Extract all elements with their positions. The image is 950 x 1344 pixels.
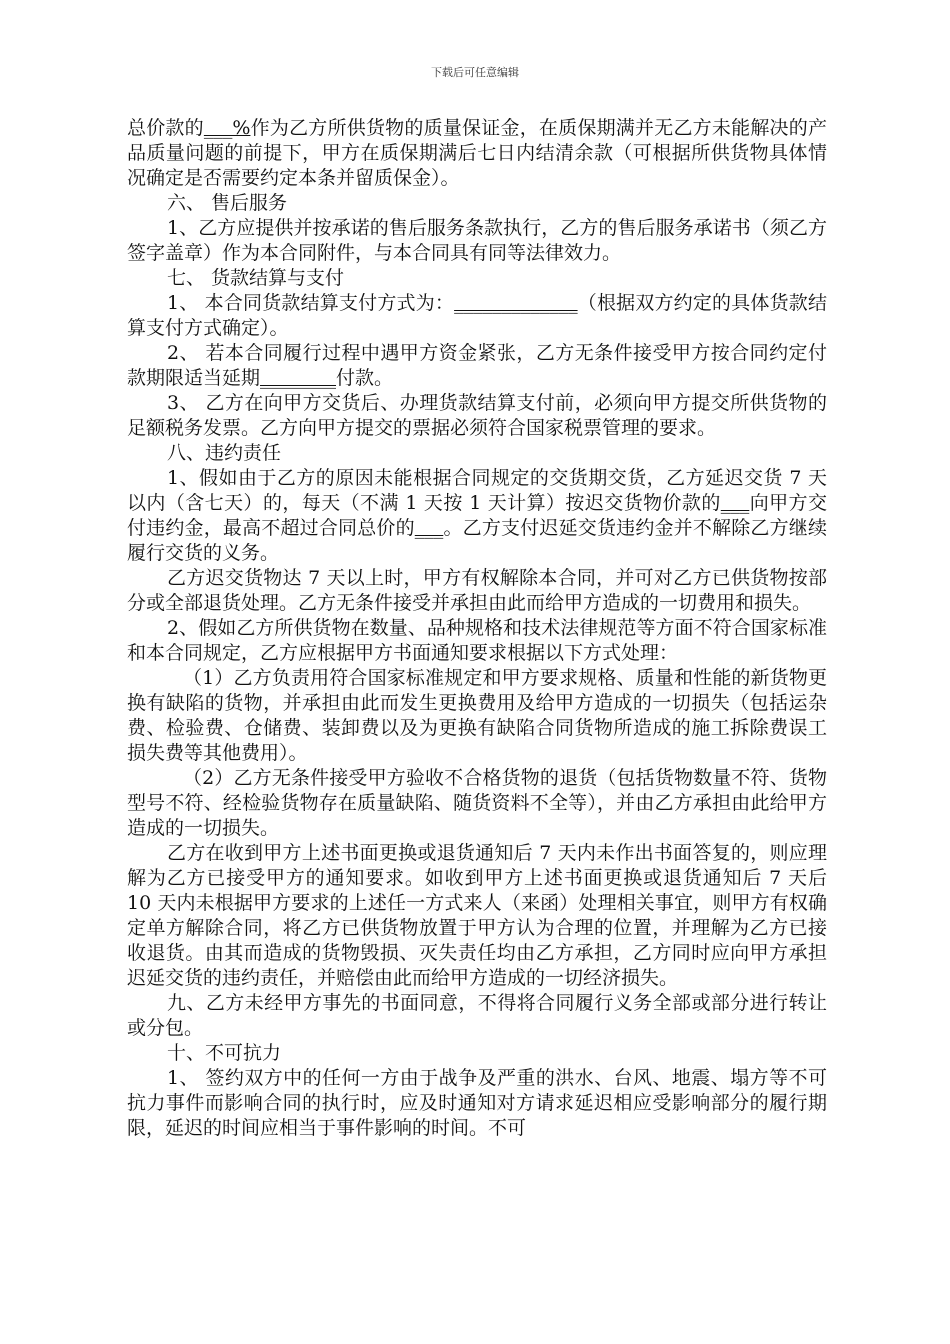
text-run: （根据双方约定的具体货款结算支付方式确定）。 [127,292,827,339]
text-run: 。乙方支付迟延交货违约金并不解除乙方继续履行交货的义务。 [127,517,827,564]
text-run: 向甲方交付违约金，最高不超过合同总价的 [127,492,827,539]
paragraph [127,666,827,766]
paragraph [127,191,827,216]
text-run: 1、 本合同货款结算支付方式为： [167,292,455,314]
text-run: 六、 售后服务 [167,192,288,214]
paragraph [127,1066,827,1141]
page-header: 下载后可任意编辑 [431,66,519,79]
text-run: 2、假如乙方所供货物在数量、品种规格和技术法律规范等方面不符合国家标准和本合同规定，乙方应根据甲方书面通知要求根据以下方式处理： [127,617,827,664]
text-run: 2、 若本合同履行过程中遇甲方资金紧张，乙方无条件接受甲方按合同约定付款期限适当延期 [127,342,827,389]
text-run: 九、乙方未经甲方事先的书面同意，不得将合同履行义务全部或部分进行转让或分包。 [127,992,827,1039]
text-run: 八、违约责任 [167,442,282,464]
text-run: 付款。 [336,367,394,389]
text-run: 总价款的 [127,117,204,139]
text-run: 十、不可抗力 [167,1042,282,1064]
blank-field: ___% [203,117,251,139]
blank-field: ________ [260,367,337,389]
blank-field: ___ [720,492,750,514]
text-run: （1）乙方负责用符合国家标准规定和甲方要求规格、质量和性能的新货物更换有缺陷的货物，并承担由此而发生更换费用及给甲方造成的一切损失（包括运杂费、检验费、仓储费、装卸费以及为更换有缺陷合同货物所造成的施工拆除费误工损失费等其他费用）。 [127,667,827,764]
text-run: 作为乙方所供货物的质量保证金，在质保期满并无乙方未能解决的产品质量问题的前提下，甲方在质保期满后七日内结清余款（可根据所供货物具体情况确定是否需要约定本条并留质保金）。 [127,117,827,189]
text-run: 乙方在收到甲方上述书面更换或退货通知后 7 天内未作出书面答复的，则应理解为乙方已接受甲方的通知要求。如收到甲方上述书面更换或退货通知后 7 天后 10 天内未根据甲方要求的上述任一方式来人（来函）处理相关事宜，则甲方有权确定单方解除合同，将乙方已供货物放置于甲方认为合理的位置，并理解为乙方已接收退货。由其而造成的货物毁损、灭失责任均由乙方承担，乙方同时应向甲方承担迟延交货的违约责任，并赔偿由此而给甲方造成的一切经济损失。 [127,842,827,989]
paragraph [127,266,827,291]
text-run: 乙方迟交货物达 7 天以上时，甲方有权解除本合同，并可对乙方已供货物按部分或全部退货处理。乙方无条件接受并承担由此而给甲方造成的一切费用和损失。 [127,567,827,614]
text-run: （2）乙方无条件接受甲方验收不合格货物的退货（包括货物数量不符、货物型号不符、经检验货物存在质量缺陷、随货资料不全等），并由乙方承担由此给甲方造成的一切损失。 [127,767,827,839]
document-body [127,116,827,1141]
text-run: 1、 签约双方中的任何一方由于战争及严重的洪水、台风、地震、塌方等不可抗力事件而影响合同的执行时，应及时通知对方请求延迟相应受影响部分的履行期限，延迟的时间应相当于事件影响的时间。不可 [127,1067,827,1139]
text-run: 3、 乙方在向甲方交货后、办理货款结算支付前，必须向甲方提交所供货物的足额税务发票。乙方向甲方提交的票据必须符合国家税票管理的要求。 [127,392,827,439]
paragraph [127,466,827,566]
paragraph [127,291,827,341]
text-run: 七、 货款结算与支付 [167,267,345,289]
paragraph [127,116,827,191]
paragraph [127,216,827,266]
paragraph [127,341,827,391]
paragraph [127,991,827,1041]
paragraph [127,391,827,441]
blank-field: ___ [414,517,444,539]
paragraph [127,616,827,666]
blank-field: _____________ [454,292,578,314]
text-run: 1、乙方应提供并按承诺的售后服务条款执行，乙方的售后服务承诺书（须乙方签字盖章）作为本合同附件，与本合同具有同等法律效力。 [127,217,827,264]
paragraph [127,441,827,466]
paragraph [127,766,827,841]
paragraph [127,566,827,616]
text-run: 1、假如由于乙方的原因未能根据合同规定的交货期交货，乙方延迟交货 7 天以内（含七天）的，每天（不满 1 天按 1 天计算）按迟交货物价款的 [127,467,827,514]
paragraph [127,841,827,991]
paragraph [127,1041,827,1066]
